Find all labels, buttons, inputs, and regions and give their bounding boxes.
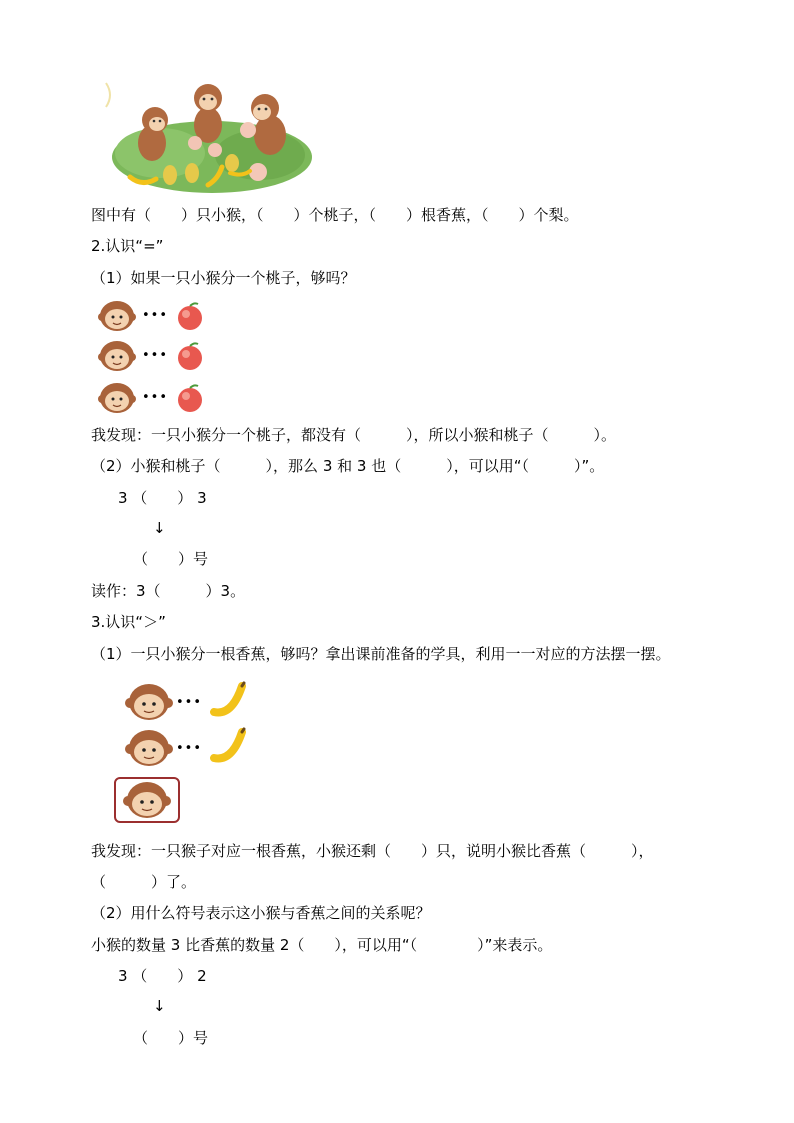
correspondence-dots: •••: [142, 390, 169, 405]
section2-read-as: 读作：3（ ）3。: [91, 582, 246, 600]
leftover-monkey-box: [114, 777, 180, 823]
section2-sign-label: （ ）号: [133, 550, 209, 568]
correspondence-dots: •••: [176, 741, 203, 756]
monkey-head-icon: [123, 780, 171, 820]
section2-title: 2.认识“=”: [91, 237, 164, 255]
section2-compare: 3 （ ） 3: [118, 489, 207, 507]
monkey-head-icon: [98, 299, 136, 333]
peach-icon: [174, 340, 206, 372]
section3-statement: 小猴的数量 3 比香蕉的数量 2（ ），可以用“（ ）”来表示。: [91, 936, 553, 954]
monkey-head-icon: [98, 381, 136, 415]
section2-question1: （1）如果一只小猴分一个桃子，够吗？: [91, 269, 356, 287]
section3-compare: 3 （ ） 2: [118, 967, 207, 985]
correspondence-dots: •••: [176, 695, 203, 710]
banana-icon: [208, 680, 248, 720]
monkey-head-icon: [125, 682, 173, 722]
section3-finding-line1: 我发现：一只猴子对应一根香蕉，小猴还剩（ ）只，说明小猴比香蕉（ ），: [91, 842, 654, 860]
arrow-down: ↓: [153, 997, 166, 1015]
section2-finding: 我发现：一只小猴分一个桃子，都没有（ ），所以小猴和桃子（ ）。: [91, 426, 617, 444]
monkey-head-icon: [98, 339, 136, 373]
peach-icon: [174, 300, 206, 332]
section3-finding-line2: （ ）了。: [91, 873, 197, 891]
intro-fill-line: 图中有（ ）只小猴，（ ）个桃子，（ ）根香蕉，（ ）个梨。: [91, 206, 579, 224]
monkeys-fruit-illustration: [100, 75, 315, 200]
section3-sign-label: （ ）号: [133, 1029, 209, 1047]
section2-question2: （2）小猴和桃子（ ），那么 3 和 3 也（ ），可以用“（ ）”。: [91, 457, 605, 475]
banana-icon: [208, 726, 248, 766]
arrow-down: ↓: [153, 519, 166, 537]
monkey-head-icon: [125, 728, 173, 768]
section3-title: 3.认识“＞”: [91, 613, 166, 631]
correspondence-dots: •••: [142, 348, 169, 363]
section3-question2: （2）用什么符号表示这小猴与香蕉之间的关系呢？: [91, 904, 431, 922]
section3-question1: （1）一只小猴分一根香蕉，够吗？拿出课前准备的学具，利用一一对应的方法摆一摆。: [91, 645, 671, 663]
peach-icon: [174, 382, 206, 414]
correspondence-dots: •••: [142, 308, 169, 323]
